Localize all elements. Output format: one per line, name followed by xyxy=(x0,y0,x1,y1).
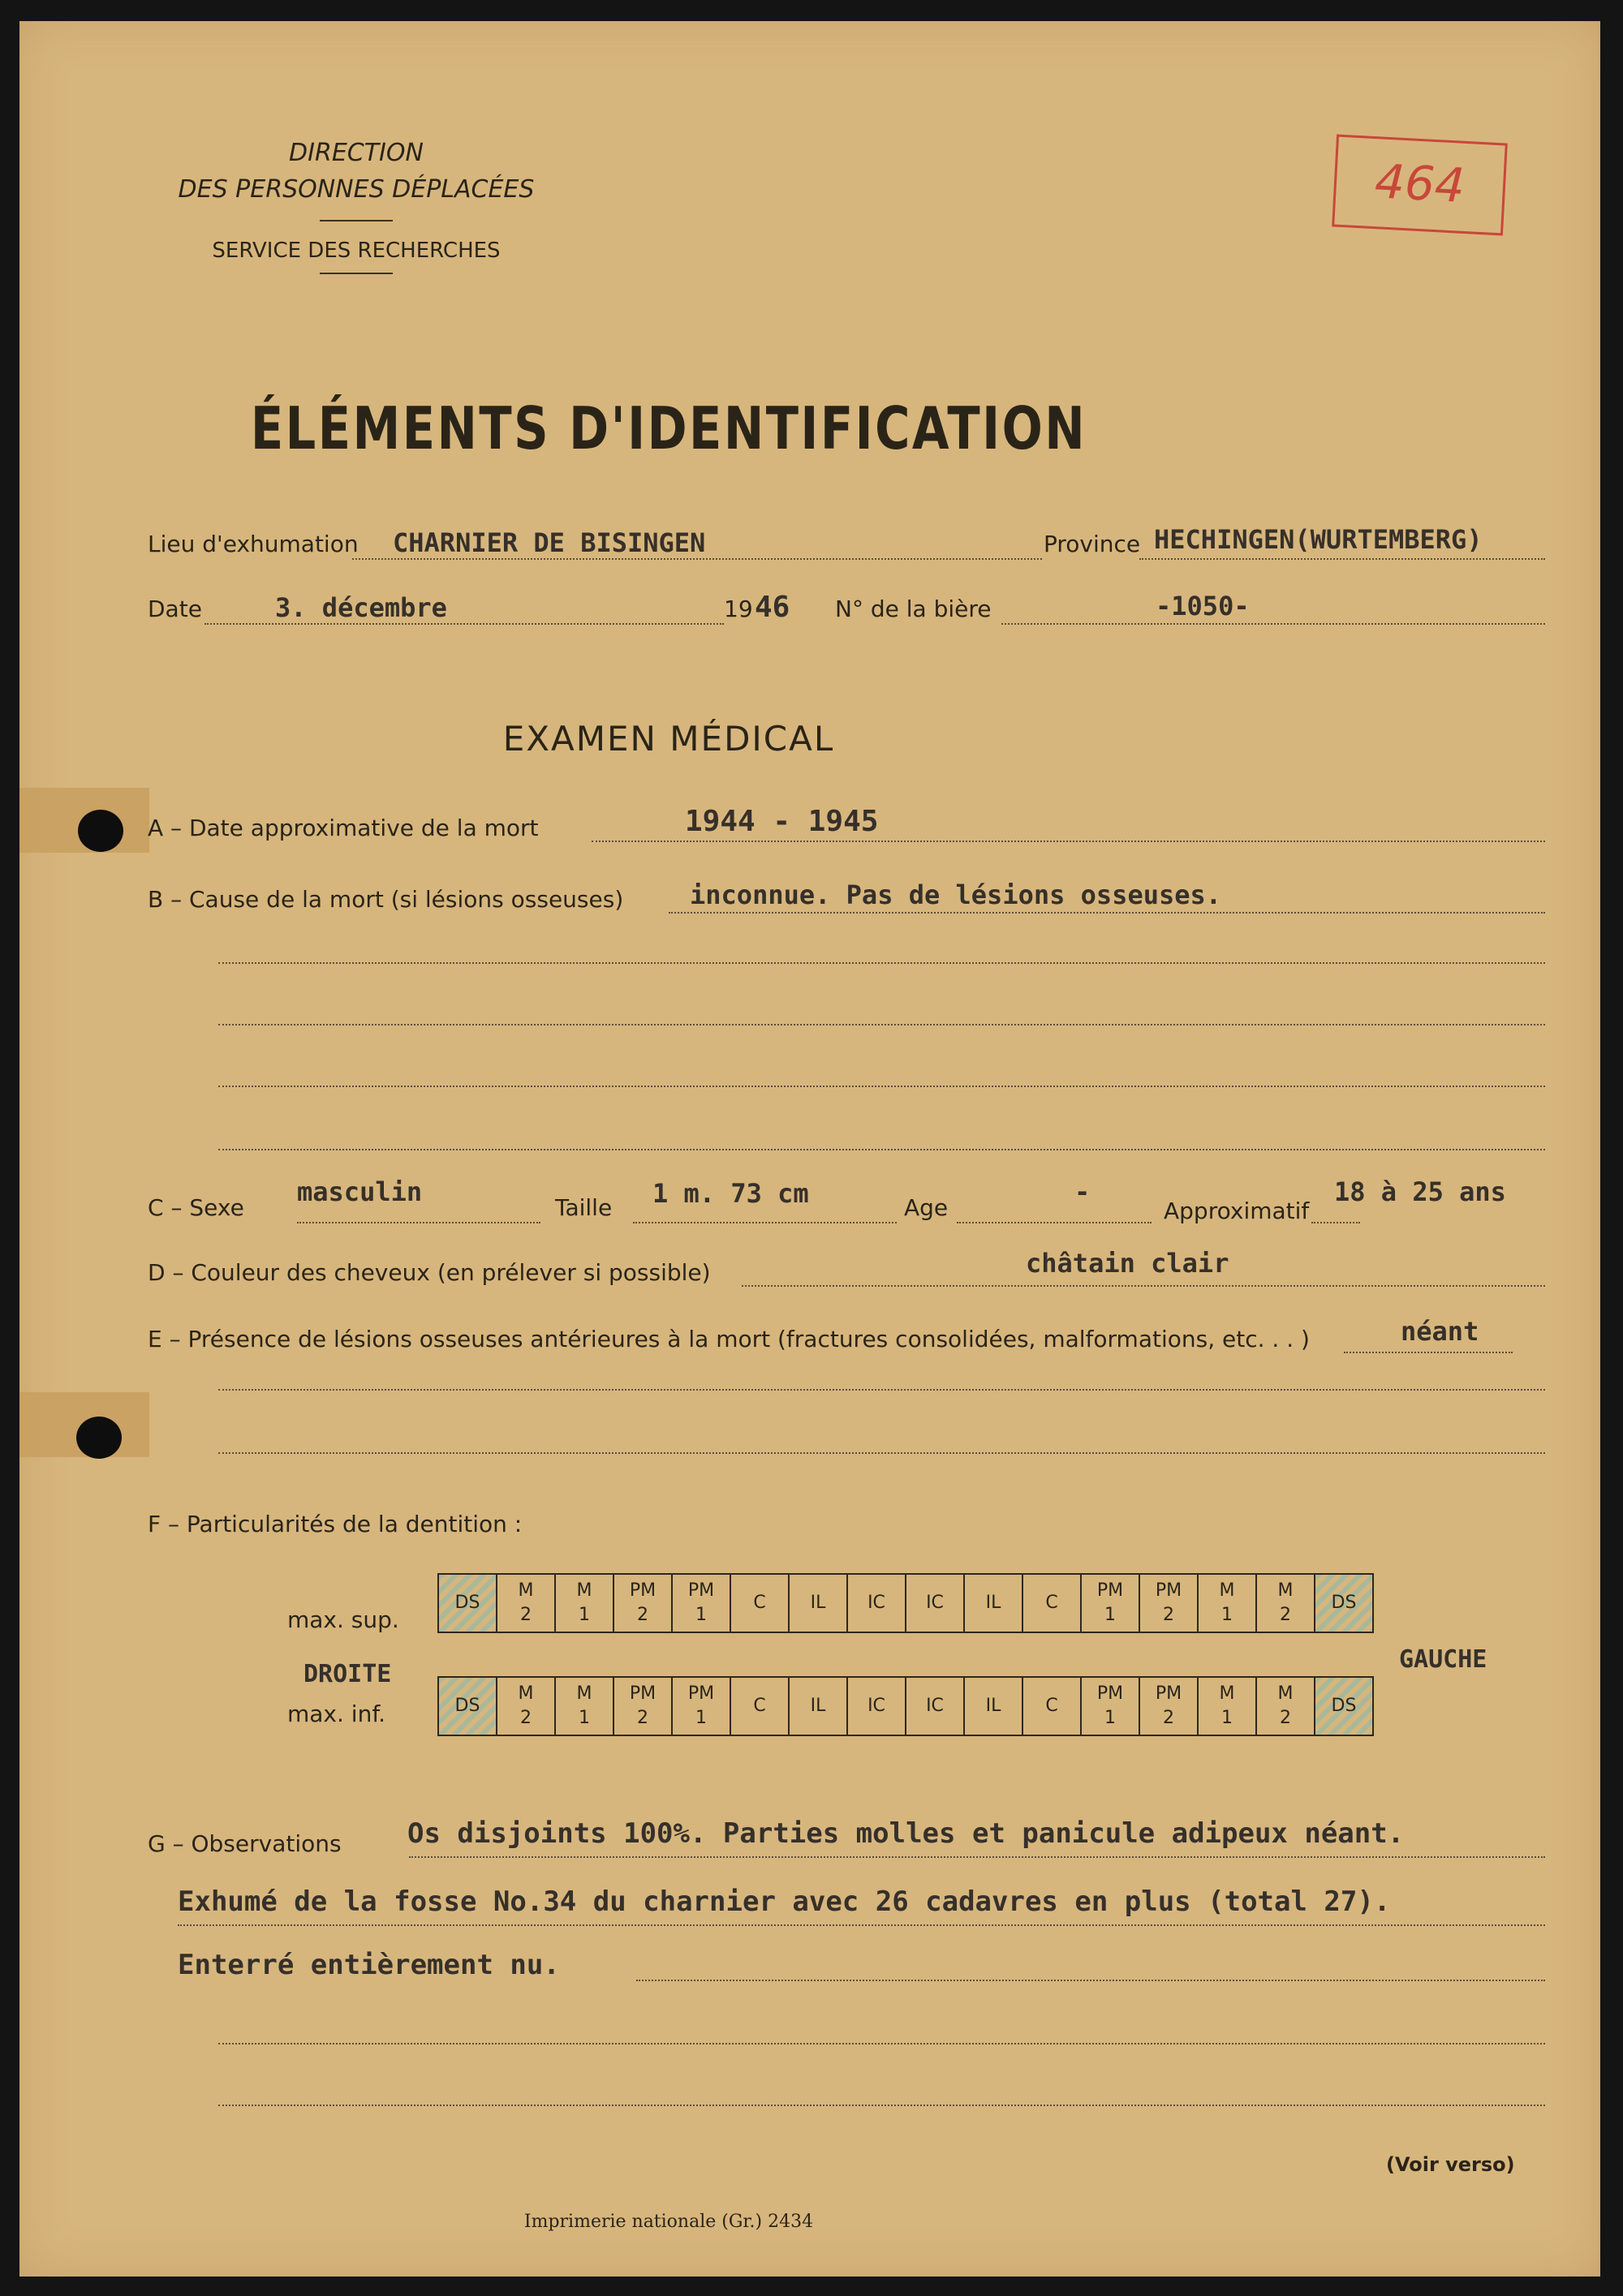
tooth-lower-4 xyxy=(613,1677,672,1735)
header-personnes: DES PERSONNES DÉPLACÉES xyxy=(178,175,535,204)
tooth-upper-5 xyxy=(672,1574,730,1632)
field-g-dots-2 xyxy=(178,1924,1545,1926)
tooth-upper-5-type: PM xyxy=(687,1580,715,1601)
tooth-lower-5-type: PM xyxy=(687,1683,715,1704)
tooth-lower-13-num: 2 xyxy=(1163,1708,1174,1728)
date-dots xyxy=(204,623,724,625)
file-number-stamp: 464 xyxy=(1332,135,1508,236)
tooth-lower-12-type: PM xyxy=(1096,1683,1124,1704)
tooth-upper-14-type: M xyxy=(1219,1580,1235,1601)
field-g-line-5 xyxy=(218,2105,1545,2106)
gauche-label: GAUCHE xyxy=(1399,1645,1487,1674)
lieu-dots xyxy=(352,558,1042,560)
tooth-lower-15-num: 2 xyxy=(1280,1708,1291,1728)
exam-section-title: EXAMEN MÉDICAL xyxy=(502,719,835,759)
tooth-lower-12-num: 1 xyxy=(1104,1708,1116,1728)
tooth-lower-2 xyxy=(497,1677,555,1735)
field-g-dots-3 xyxy=(636,1980,1545,1981)
tooth-lower-10 xyxy=(964,1677,1022,1735)
tooth-upper-6-type: C xyxy=(753,1593,766,1613)
tooth-upper-11-type: C xyxy=(1045,1593,1058,1613)
field-b-label: B – Cause de la mort (si lésions osseuses) xyxy=(148,886,624,913)
tooth-lower-11 xyxy=(1022,1677,1081,1735)
field-g-label: G – Observations xyxy=(148,1830,342,1857)
tooth-upper-12-num: 1 xyxy=(1104,1605,1116,1625)
tooth-upper-7 xyxy=(789,1574,847,1632)
dentition-lower xyxy=(437,1676,1374,1736)
year-prefix: 19 xyxy=(724,595,753,622)
biere-label: N° de la bière xyxy=(835,595,992,622)
field-c-label: C – Sexe xyxy=(148,1194,244,1221)
tooth-lower-3-num: 1 xyxy=(579,1708,590,1728)
punch-hole-top xyxy=(78,810,123,852)
tooth-lower-10-type: IL xyxy=(985,1696,1001,1716)
tooth-lower-14-type: M xyxy=(1219,1683,1235,1704)
tooth-upper-8 xyxy=(847,1574,906,1632)
tooth-lower-12 xyxy=(1081,1677,1139,1735)
tooth-upper-16 xyxy=(1315,1574,1373,1632)
approx-value: 18 à 25 ans xyxy=(1334,1176,1506,1207)
droite-label: DROITE xyxy=(304,1660,392,1688)
header-rule-1 xyxy=(320,220,393,221)
tooth-lower-6 xyxy=(730,1677,789,1735)
tooth-upper-11 xyxy=(1022,1574,1081,1632)
tooth-lower-8-type: IC xyxy=(867,1696,885,1716)
province-value: HECHINGEN(WURTEMBERG) xyxy=(1154,524,1483,555)
observation-line-3: Enterré entièrement nu. xyxy=(178,1949,560,1981)
tooth-lower-15-type: M xyxy=(1277,1683,1294,1704)
tooth-lower-13-type: PM xyxy=(1155,1683,1182,1704)
field-b-dots xyxy=(669,912,1545,914)
tooth-lower-2-type: M xyxy=(518,1683,534,1704)
dentition-upper xyxy=(437,1573,1374,1633)
age-label: Age xyxy=(904,1194,949,1221)
lieu-label: Lieu d'exhumation xyxy=(148,531,359,557)
field-g-dots-1 xyxy=(409,1856,1545,1858)
tooth-lower-9 xyxy=(906,1677,964,1735)
tooth-lower-14-num: 1 xyxy=(1221,1708,1233,1728)
max-inf-label: max. inf. xyxy=(287,1701,386,1727)
tooth-upper-7-type: IL xyxy=(810,1593,826,1613)
tooth-upper-4-num: 2 xyxy=(637,1605,648,1625)
tooth-lower-15 xyxy=(1256,1677,1315,1735)
age-dots xyxy=(957,1222,1152,1223)
sexe-value: masculin xyxy=(297,1176,423,1207)
province-label: Province xyxy=(1044,531,1141,557)
tooth-upper-4 xyxy=(613,1574,672,1632)
tooth-upper-2-type: M xyxy=(518,1580,534,1601)
tooth-lower-6-type: C xyxy=(753,1696,766,1716)
tooth-upper-2 xyxy=(497,1574,555,1632)
header-rule-2 xyxy=(320,273,393,274)
tooth-upper-10-type: IL xyxy=(985,1593,1001,1613)
tooth-lower-7-type: IL xyxy=(810,1696,826,1716)
field-a-dots xyxy=(592,841,1545,842)
tooth-upper-4-type: PM xyxy=(629,1580,657,1601)
tooth-upper-14-num: 1 xyxy=(1221,1605,1233,1625)
tooth-lower-5-num: 1 xyxy=(695,1708,707,1728)
tooth-lower-16 xyxy=(1315,1677,1373,1735)
tooth-lower-3-type: M xyxy=(576,1683,592,1704)
field-e-line-2 xyxy=(218,1389,1545,1391)
date-label: Date xyxy=(148,595,202,622)
province-dots xyxy=(1139,558,1545,560)
tooth-upper-8-type: IC xyxy=(867,1593,885,1613)
tooth-upper-16-type: DS xyxy=(1331,1593,1357,1613)
header-service: SERVICE DES RECHERCHES xyxy=(212,239,501,263)
tooth-lower-3 xyxy=(555,1677,613,1735)
field-d-value: châtain clair xyxy=(1026,1248,1229,1279)
page-title: ÉLÉMENTS D'IDENTIFICATION xyxy=(250,394,1087,462)
field-d-dots xyxy=(742,1285,1545,1287)
tooth-upper-2-num: 2 xyxy=(520,1605,532,1625)
field-e-dots xyxy=(1344,1352,1513,1353)
field-a-value: 1944 - 1945 xyxy=(685,805,879,838)
tooth-upper-3 xyxy=(555,1574,613,1632)
taille-label: Taille xyxy=(555,1194,613,1221)
tooth-lower-9-type: IC xyxy=(926,1696,944,1716)
field-a-label: A – Date approximative de la mort xyxy=(148,815,539,841)
header-direction: DIRECTION xyxy=(289,139,424,167)
tooth-upper-1-type: DS xyxy=(454,1593,480,1613)
tooth-upper-5-num: 1 xyxy=(695,1605,707,1625)
document-sheet xyxy=(19,21,1600,2277)
tooth-lower-4-num: 2 xyxy=(637,1708,648,1728)
field-b-line-3 xyxy=(218,1024,1545,1025)
observation-line-1: Os disjoints 100%. Parties molles et panicule adipeux néant. xyxy=(407,1817,1405,1850)
tooth-upper-10 xyxy=(964,1574,1022,1632)
max-sup-label: max. sup. xyxy=(287,1606,399,1633)
tooth-upper-15 xyxy=(1256,1574,1315,1632)
taille-value: 1 m. 73 cm xyxy=(652,1178,809,1209)
punch-hole-bottom xyxy=(76,1417,122,1459)
biere-dots xyxy=(1001,623,1545,625)
field-g-line-4 xyxy=(218,2043,1545,2044)
year-suffix: 46 xyxy=(755,591,790,624)
tooth-upper-6 xyxy=(730,1574,789,1632)
tooth-upper-13-type: PM xyxy=(1155,1580,1182,1601)
field-f-label: F – Particularités de la dentition : xyxy=(148,1511,523,1537)
field-e-label: E – Présence de lésions osseuses antérieures à la mort (fractures consolidées, malformations, etc. . . ) xyxy=(148,1326,1310,1352)
field-b-line-5 xyxy=(218,1149,1545,1150)
tooth-upper-12-type: PM xyxy=(1096,1580,1124,1601)
tooth-lower-5 xyxy=(672,1677,730,1735)
sexe-dots xyxy=(297,1222,540,1223)
voir-verso: (Voir verso) xyxy=(1386,2153,1515,2176)
tooth-upper-15-type: M xyxy=(1277,1580,1294,1601)
tooth-upper-9-type: IC xyxy=(926,1593,944,1613)
field-d-label: D – Couleur des cheveux (en prélever si possible) xyxy=(148,1259,711,1286)
tooth-upper-3-num: 1 xyxy=(579,1605,590,1625)
approx-label: Approximatif xyxy=(1164,1197,1310,1224)
age-value: - xyxy=(1074,1176,1091,1207)
tooth-lower-7 xyxy=(789,1677,847,1735)
field-e-value: néant xyxy=(1401,1316,1479,1347)
biere-value: -1050- xyxy=(1156,591,1250,621)
field-b-value: inconnue. Pas de lésions osseuses. xyxy=(690,879,1222,910)
tooth-lower-2-num: 2 xyxy=(520,1708,532,1728)
tooth-upper-13-num: 2 xyxy=(1163,1605,1174,1625)
tooth-upper-12 xyxy=(1081,1574,1139,1632)
tooth-upper-14 xyxy=(1198,1574,1256,1632)
tooth-lower-13 xyxy=(1139,1677,1198,1735)
tooth-upper-3-type: M xyxy=(576,1580,592,1601)
field-b-line-2 xyxy=(218,962,1545,964)
tooth-lower-8 xyxy=(847,1677,906,1735)
tooth-upper-15-num: 2 xyxy=(1280,1605,1291,1625)
tooth-lower-4-type: PM xyxy=(629,1683,657,1704)
tooth-upper-13 xyxy=(1139,1574,1198,1632)
tooth-upper-9 xyxy=(906,1574,964,1632)
date-value: 3. décembre xyxy=(275,592,447,623)
imprimerie-line: Imprimerie nationale (Gr.) 2434 xyxy=(523,2212,814,2232)
tooth-lower-1 xyxy=(438,1677,497,1735)
field-e-line-3 xyxy=(218,1452,1545,1454)
lieu-value: CHARNIER DE BISINGEN xyxy=(393,527,706,558)
tooth-lower-1-type: DS xyxy=(454,1696,480,1716)
approx-dots xyxy=(1311,1222,1360,1223)
observation-line-2: Exhumé de la fosse No.34 du charnier avec 26 cadavres en plus (total 27). xyxy=(178,1885,1391,1918)
field-b-line-4 xyxy=(218,1086,1545,1087)
tooth-lower-14 xyxy=(1198,1677,1256,1735)
tooth-lower-11-type: C xyxy=(1045,1696,1058,1716)
tooth-upper-1 xyxy=(438,1574,497,1632)
tooth-lower-16-type: DS xyxy=(1331,1696,1357,1716)
taille-dots xyxy=(633,1222,897,1223)
